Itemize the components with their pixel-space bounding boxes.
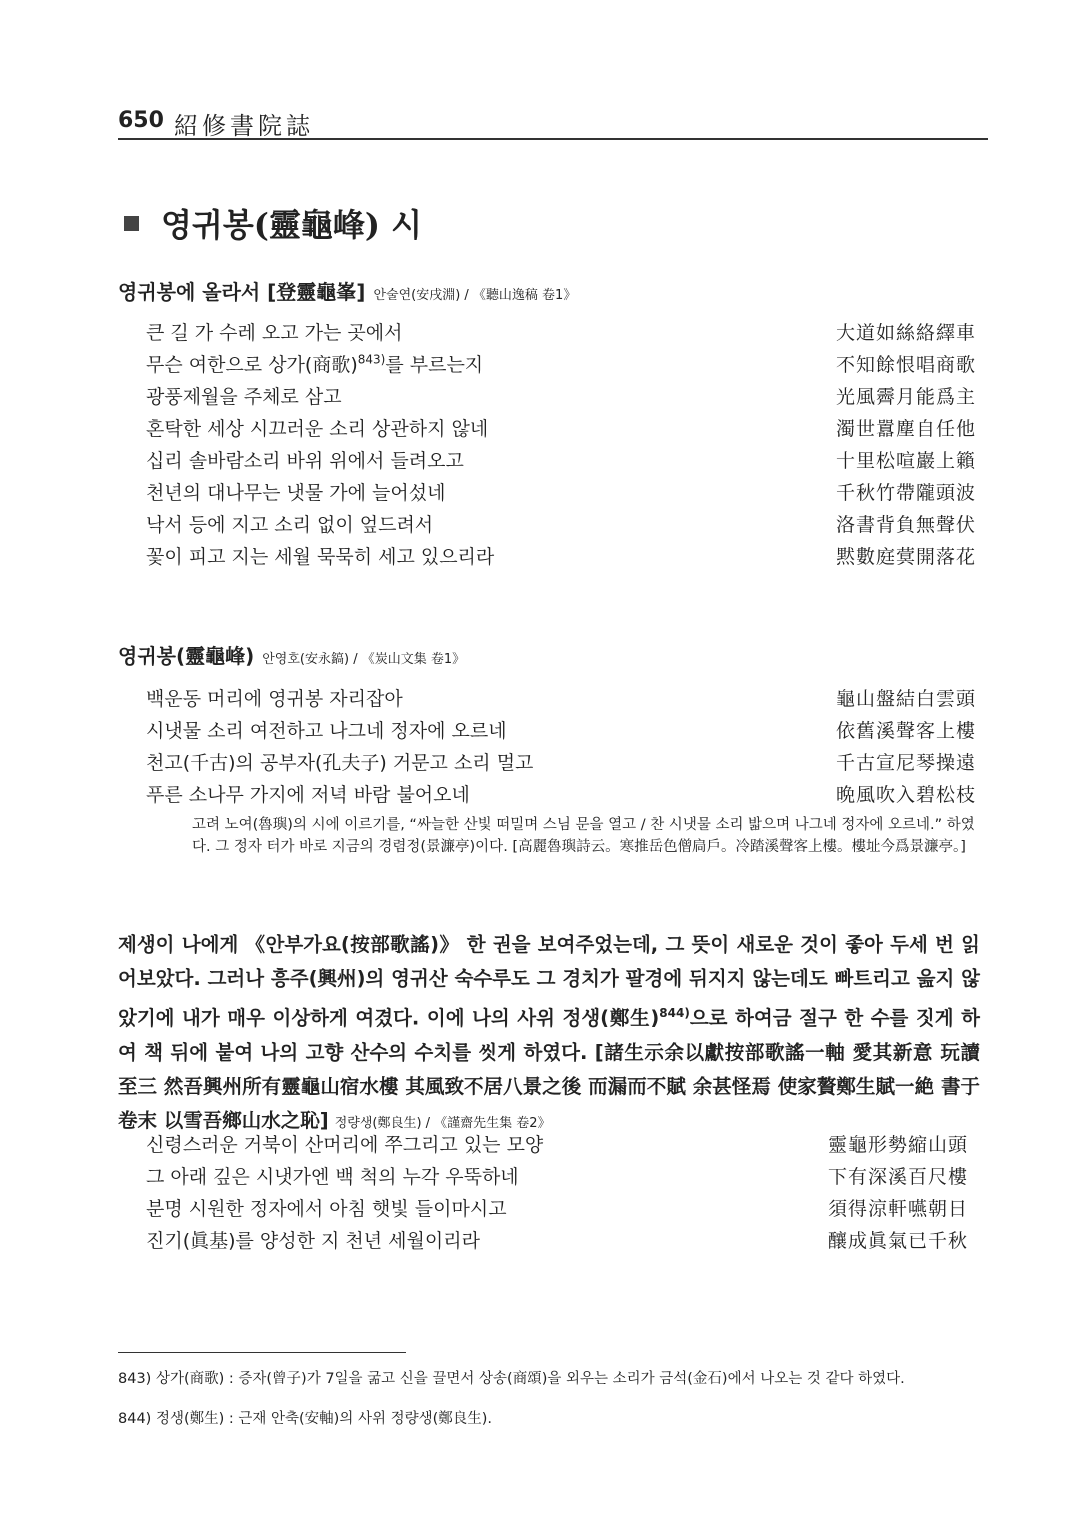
prose-text: 제생이 나에게 《안부가요(按部歌謠)》 한 권을 보여주었는데, 그 뜻이 새로운 것이 좋아 두세 번 읽어보았다. 그러나 흥주(興州)의 영귀산 숙수루도 그 경치가 팔경에 뒤지지 않는데도 빠트리고 읊지 않았기에 내가 매우 이상하게 여겼다. 이에 나의 사위 정생(鄭生) xyxy=(118,933,980,1030)
poem-line xyxy=(146,1162,968,1194)
poem2-heading xyxy=(118,640,465,669)
poem-line-korean: 푸른 소나무 가지에 저녁 바람 불어오네 xyxy=(146,784,470,806)
poem-line xyxy=(146,510,976,542)
book-title: 紹修書院誌 xyxy=(174,112,314,140)
footnote-ref-844[interactable]: 844) xyxy=(659,1006,690,1020)
footnote-844: 844) 정생(鄭生) : 근재 안축(安軸)의 사위 정량생(鄭良生). xyxy=(118,1411,493,1427)
poem-line-text-continued: 를 부르는지 xyxy=(385,354,484,376)
poem-line-korean: 천고(千古)의 공부자(孔夫子) 거문고 소리 멀고 xyxy=(146,752,534,774)
poem-line-korean: 그 아래 깊은 시냇가엔 백 척의 누각 우뚝하네 xyxy=(146,1166,519,1188)
poem-line xyxy=(146,1194,968,1226)
poem-line xyxy=(146,478,976,510)
poem-line xyxy=(146,748,976,780)
page-number: 650 xyxy=(118,108,164,133)
poem-line xyxy=(146,1226,968,1258)
poem-line-hanja: 不知餘恨唱商歌 xyxy=(835,354,976,376)
poem-line xyxy=(146,716,976,748)
poem-line-hanja: 釀成眞氣已千秋 xyxy=(827,1230,968,1252)
poem-line-hanja: 下有深溪百尺樓 xyxy=(827,1166,968,1188)
poem-line-hanja: 千古宣尼琴操遠 xyxy=(835,752,976,774)
poem-line-hanja: 須得涼軒嚥朝日 xyxy=(827,1198,968,1220)
footnote-843: 843) 상가(商歌) : 증자(曾子)가 7일을 굶고 신을 끌면서 상송(商頌)을 외우는 소리가 금석(金石)에서 나오는 것 같다 하였다. xyxy=(118,1371,905,1387)
poem-line-hanja: 濁世囂塵自任他 xyxy=(835,418,976,440)
poem-line xyxy=(146,350,976,382)
poem-line-hanja: 黙數庭蓂開落花 xyxy=(835,546,976,568)
poem2-annotation: 고려 노여(魯璵)의 시에 이르기를, “싸늘한 산빛 떠밀며 스님 문을 열고 / 찬 시냇물 소리 밟으며 나그네 정자에 오르네.” 하였다. 그 정자 터가 바로 지금의 경렴정(景濂亭)이다. [高麗魯璵詩云。寒推岳色僧扃戶。冷踏溪聲客上樓。樓址今爲景濂亭。] xyxy=(192,817,975,855)
poem1-source: 안술연(安戌淵) / 《聽山逸稿 卷1》 xyxy=(373,288,577,303)
poem1-heading xyxy=(118,276,576,305)
poem-line-korean: 낙서 등에 지고 소리 없이 엎드려서 xyxy=(146,514,434,536)
poem-line xyxy=(146,780,976,812)
poem-line xyxy=(146,318,976,350)
section-title-text: 영귀봉(靈龜峰) 시 xyxy=(161,206,423,244)
poem-line-korean: 혼탁한 세상 시끄러운 소리 상관하지 않네 xyxy=(146,418,489,440)
section-title xyxy=(124,200,422,246)
poem-line xyxy=(146,414,976,446)
poem-line-hanja: 龜山盤結白雲頭 xyxy=(835,688,976,710)
poem-line-text: 무슨 여한으로 상가(商歌) xyxy=(146,354,358,376)
poem-line-korean: 백운동 머리에 영귀봉 자리잡아 xyxy=(146,688,403,710)
poem-line-korean: 신령스러운 거북이 산머리에 쭈그리고 있는 모양 xyxy=(146,1134,544,1156)
poem-line-hanja: 洛書背負無聲伏 xyxy=(835,514,976,536)
poem1-title: 영귀봉에 올라서 [登靈龜峯] xyxy=(118,280,366,304)
poem-line xyxy=(146,1130,968,1162)
poem-line-korean: 십리 솔바람소리 바위 위에서 들려오고 xyxy=(146,450,464,472)
poem3-lines xyxy=(146,1130,968,1258)
page-header xyxy=(118,104,988,140)
poem-line-hanja: 光風霽月能爲主 xyxy=(835,386,976,408)
poem-line-hanja: 靈龜形勢縮山頭 xyxy=(827,1134,968,1156)
poem2-source: 안영호(安永鎬) / 《炭山文集 卷1》 xyxy=(262,652,466,667)
poem-line xyxy=(146,446,976,478)
poem1-lines xyxy=(146,318,976,574)
poem-line-korean: 분명 시원한 정자에서 아침 햇빛 들이마시고 xyxy=(146,1198,507,1220)
poem-line-korean: 큰 길 가 수레 오고 가는 곳에서 xyxy=(146,322,403,344)
poem-line-korean: 진기(眞基)를 양성한 지 천년 세월이리라 xyxy=(146,1230,480,1252)
poem-line xyxy=(146,684,976,716)
poem2-title: 영귀봉(靈龜峰) xyxy=(118,644,255,668)
poem-line-hanja: 大道如絲絡繹車 xyxy=(835,322,976,344)
square-bullet-icon xyxy=(124,216,139,231)
prose-paragraph xyxy=(118,928,980,1141)
poem-line-korean: 광풍제월을 주체로 삼고 xyxy=(146,386,342,408)
prose-source: 정량생(鄭良生) / 《謹齋先生集 卷2》 xyxy=(334,1115,551,1131)
poem-line-hanja: 千秋竹帶隴頭波 xyxy=(835,482,976,504)
poem-line xyxy=(146,542,976,574)
poem2-lines xyxy=(146,684,976,812)
footnotes xyxy=(118,1362,978,1442)
poem-line xyxy=(146,382,976,414)
poem-line-korean: 시냇물 소리 여전하고 나그네 정자에 오르네 xyxy=(146,720,507,742)
poem-line-korean: 천년의 대나무는 냇물 가에 늘어섰네 xyxy=(146,482,446,504)
poem-line-hanja: 晩風吹入碧松枝 xyxy=(835,784,976,806)
footnote-divider xyxy=(118,1352,406,1353)
footnote-ref-843[interactable]: 843) xyxy=(357,352,386,367)
poem-line-hanja: 依舊溪聲客上樓 xyxy=(835,720,976,742)
poem-line-korean: 꽃이 피고 지는 세월 묵묵히 세고 있으리라 xyxy=(146,546,495,568)
prose-text-continued: 으로 하여금 절구 한 수를 짓게 하여 책 뒤에 붙여 나의 고향 산수의 수치를 씻게 하였다. [諸生示余以獻按部歌謠一軸 愛其新意 玩讀至三 然吾興州所有靈龜山宿水樓 其風致不居八景之後 而漏而不賦 余甚怪焉 使家贅鄭生賦一絶 書于卷末 以雪吾鄉山水之恥] xyxy=(118,1006,980,1132)
poem-line-hanja: 十里松喧巖上籟 xyxy=(835,450,976,472)
poem-line-korean xyxy=(146,350,483,377)
